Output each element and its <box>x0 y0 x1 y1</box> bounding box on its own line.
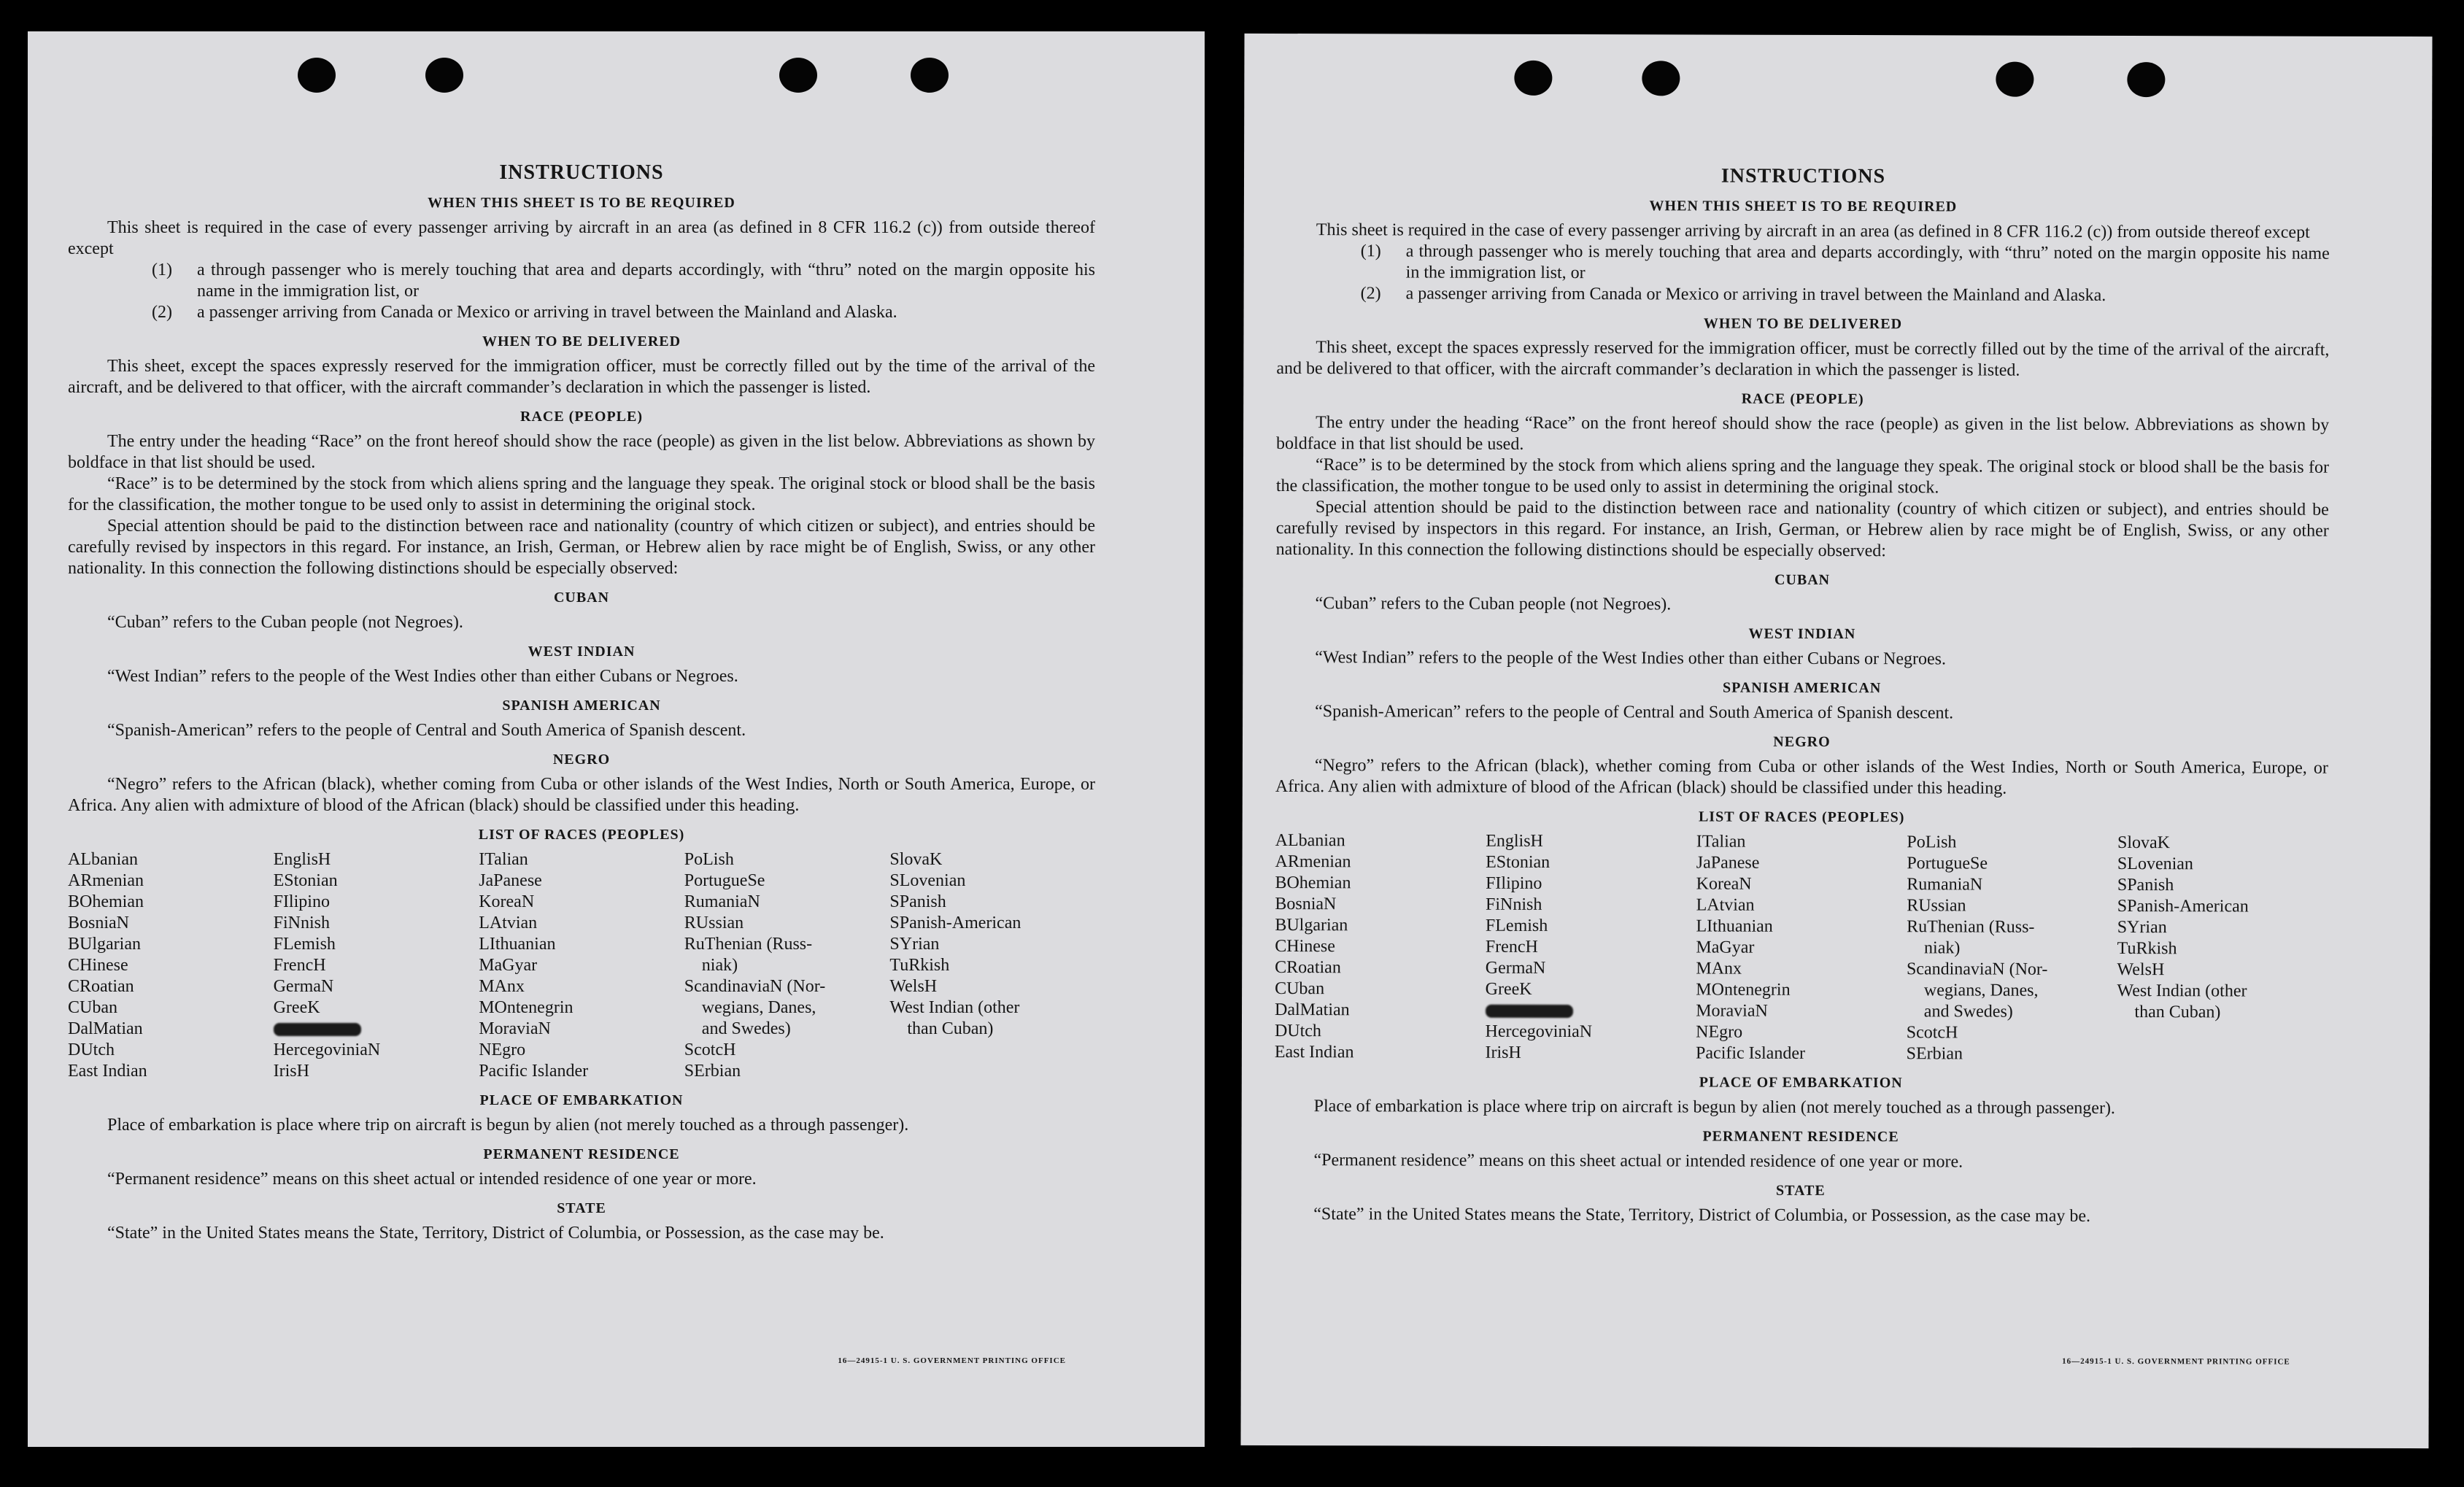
race-list <box>68 849 1095 1082</box>
race-entry: RumaniaN <box>684 892 760 911</box>
punch-hole <box>2127 62 2165 97</box>
smudged-entry <box>1486 1000 1696 1022</box>
race-entry: DUtch <box>1274 1021 1321 1041</box>
section-heading-race-list: LIST OF RACES (PEOPLES) <box>478 827 685 843</box>
embarkation-text: Place of embarkation is place where trip on aircraft is begun by alien (not merely touched as a through passenger). <box>1313 1097 2115 1119</box>
race-entry: MAnx <box>479 977 525 996</box>
race-paragraph-2: “Race” is to be determined by the stock from which aliens spring and the language they speak. The original stock or blood shall be the basis for the classification, the mother tongue to be used only to assist in determining the original stock. <box>1275 455 2330 498</box>
race-entry: CRoatian <box>68 977 134 996</box>
race-entry: JaPanese <box>479 871 542 890</box>
section-heading-spanish-american: SPANISH AMERICAN <box>1722 679 1882 697</box>
section-heading-embarkation: PLACE OF EMBARKATION <box>479 1092 684 1108</box>
race-entry: LIthuanian <box>479 935 556 954</box>
race-entry: CHinese <box>1275 936 1335 957</box>
race-entry: FrencH <box>273 956 326 975</box>
state-text: “State” in the United States means the State, Territory, District of Columbia, or Possession, as the case may be. <box>107 1224 884 1243</box>
race-entry: BUlgarian <box>1275 915 1348 935</box>
race-entry: wegians, Danes, <box>1923 981 2039 1000</box>
race-entry: MOntenegrin <box>1696 980 1791 1000</box>
west-indian-text: “West Indian” refers to the people of the West Indies other than either Cubans or Negroes. <box>1315 648 1947 669</box>
race-entry: FIlipino <box>1486 873 1542 893</box>
printing-office-footer: 16—24915-1 U. S. GOVERNMENT PRINTING OFFICE <box>2062 1356 2290 1367</box>
race-entry: ALbanian <box>1275 830 1345 851</box>
race-entry: RumaniaN <box>1907 875 1983 895</box>
race-entry: SPanish <box>2117 876 2174 895</box>
race-entry: ScotcH <box>1906 1023 1958 1043</box>
race-entry: TuRkish <box>889 956 950 975</box>
page-title: INSTRUCTIONS <box>499 161 664 184</box>
race-column <box>889 849 1095 1082</box>
when-delivered-text: This sheet, except the spaces expressly reserved for the immigration officer, must be correctly filled out by the time of the arrival of the aircraft, and be delivered to that officer, with the aircraft commander’s declaration in which the passenger is listed. <box>1276 338 2330 380</box>
race-entry: LAtvian <box>479 914 538 932</box>
race-column <box>1485 831 1696 1065</box>
section-heading-spanish-american: SPANISH AMERICAN <box>502 698 661 714</box>
race-entry: WelsH <box>2117 960 2165 980</box>
race-entry: ScandinaviaN (Nor- <box>1906 959 2048 979</box>
section-heading-race: RACE (PEOPLE) <box>520 409 643 425</box>
race-paragraph-1: The entry under the heading “Race” on the front hereof should show the race (people) as given in the list below. Abbreviations as shown by boldface in that list should be used. <box>68 432 1095 472</box>
race-entry: East Indian <box>68 1062 147 1081</box>
race-entry: and Swedes) <box>1923 1002 2013 1021</box>
race-entry: DUtch <box>68 1040 115 1059</box>
section-heading-when-required: WHEN THIS SHEET IS TO BE REQUIRED <box>1649 198 1958 215</box>
race-entry: Pacific Islander <box>479 1062 589 1081</box>
race-entry: MAnx <box>1696 959 1742 978</box>
punch-hole <box>425 58 463 93</box>
cuban-text: “Cuban” refers to the Cuban people (not Negroes). <box>1315 594 1672 614</box>
spanish-american-text: “Spanish-American” refers to the people of Central and South America of Spanish descent. <box>1315 702 1954 723</box>
race-entry: EnglisH <box>1486 831 1543 851</box>
race-entry: DalMatian <box>1274 1000 1350 1020</box>
punch-hole <box>1642 61 1680 96</box>
race-paragraph-3: Special attention should be paid to the distinction between race and nationality (country of which citizen or subject), and entries should be carefully revised by inspectors in this regard. For instance, an Irish, German, or Hebrew alien by race might be of English, Swiss, or any other nationality. In this connection the following distinctions should be especially observed: <box>68 517 1095 578</box>
race-entry: SlovaK <box>889 850 943 869</box>
exception-text: a passenger arriving from Canada or Mexico or arriving in travel between the Mainland and Alaska. <box>1405 284 2106 305</box>
race-entry: ScotcH <box>684 1040 736 1059</box>
race-entry: SErbian <box>1906 1044 1963 1064</box>
race-column <box>68 849 274 1082</box>
spanish-american-text: “Spanish-American” refers to the people of Central and South America of Spanish descent. <box>107 721 746 740</box>
race-entry: IrisH <box>1485 1043 1521 1062</box>
race-entry: MaGyar <box>1696 938 1755 957</box>
document-page-right <box>1240 34 2432 1448</box>
race-entry: BUlgarian <box>68 935 141 954</box>
document-page-left <box>28 31 1205 1447</box>
race-entry: FLemish <box>1485 916 1548 935</box>
section-heading-west-indian: WEST INDIAN <box>528 644 636 660</box>
race-entry: PoLish <box>1907 833 1957 852</box>
race-entry: CUban <box>68 998 117 1017</box>
race-entry: ITalian <box>479 850 528 869</box>
race-entry: WelsH <box>889 977 938 996</box>
race-entry: GermaN <box>1485 958 1546 978</box>
race-entry: SLovenian <box>889 871 966 890</box>
section-heading-residence: PERMANENT RESIDENCE <box>1702 1128 1899 1146</box>
printing-office-footer: 16—24915-1 U. S. GOVERNMENT PRINTING OFFICE <box>838 1356 1066 1365</box>
race-entry: DalMatian <box>68 1019 143 1038</box>
race-entry: FLemish <box>273 935 336 954</box>
when-required-intro: This sheet is required in the case of every passenger arriving by aircraft in an area (as defined in 8 CFR 116.2 (c)) from outside thereof except <box>68 218 1095 258</box>
ink-smudge <box>1486 1005 1573 1018</box>
exception-number: (1) <box>1360 242 1381 261</box>
exception-item <box>1361 283 2330 306</box>
race-entry: ALbanian <box>68 850 138 869</box>
race-column <box>1275 830 1486 1064</box>
exception-item <box>1361 241 2330 285</box>
race-entry: FiNnish <box>273 914 330 932</box>
negro-text: “Negro” refers to the African (black), whether coming from Cuba or other islands of the West Indies, North or South America, Europe, or Africa. Any alien with admixture of blood of the African (black) should be classified under this heading. <box>68 775 1095 815</box>
race-entry: LAtvian <box>1696 895 1755 915</box>
race-entry: RuThenian (Russ- <box>1907 917 2035 937</box>
section-heading-state: STATE <box>557 1200 606 1216</box>
west-indian-text: “West Indian” refers to the people of the West Indies other than either Cubans or Negroes. <box>107 667 738 686</box>
race-entry: SlovaK <box>2117 833 2171 853</box>
page-title: INSTRUCTIONS <box>1720 164 1886 188</box>
race-entry: PortugueSe <box>684 871 765 890</box>
race-entry: KoreaN <box>479 892 535 911</box>
race-entry: SPanish-American <box>2117 897 2249 916</box>
race-entry: SYrian <box>889 935 940 954</box>
race-entry: ARmenian <box>68 871 144 890</box>
race-entry: SPanish-American <box>889 914 1021 932</box>
race-entry: BosniaN <box>1275 894 1337 914</box>
section-heading-when-required: WHEN THIS SHEET IS TO BE REQUIRED <box>428 195 735 211</box>
race-entry: East Indian <box>1274 1042 1354 1062</box>
race-entry: RUssian <box>1907 896 1966 916</box>
race-entry: SYrian <box>2117 918 2167 938</box>
section-heading-west-indian: WEST INDIAN <box>1748 625 1856 643</box>
race-entry: RuThenian (Russ- <box>684 935 813 954</box>
residence-text: “Permanent residence” means on this sheet actual or intended residence of one year or more. <box>107 1170 757 1189</box>
exception-item <box>152 302 1095 323</box>
race-entry: MOntenegrin <box>479 998 573 1017</box>
race-entry: MaGyar <box>479 956 538 975</box>
race-entry: EnglisH <box>273 850 331 869</box>
ink-smudge <box>274 1023 361 1036</box>
race-column <box>1907 832 2117 1065</box>
race-entry: NEgro <box>479 1040 526 1059</box>
race-entry: West Indian (other <box>2117 981 2247 1001</box>
race-entry: Pacific Islander <box>1696 1043 1806 1063</box>
race-entry: FrencH <box>1485 937 1538 957</box>
race-entry: JaPanese <box>1696 853 1760 873</box>
when-delivered-text: This sheet, except the spaces expressly reserved for the immigration officer, must be correctly filled out by the time of the arrival of the aircraft, and be delivered to that officer, with the aircraft commander’s declaration in which the passenger is listed. <box>68 357 1095 397</box>
race-entry: than Cuban) <box>2134 1003 2221 1022</box>
race-entry: wegians, Danes, <box>701 998 816 1017</box>
exception-number: (2) <box>1360 284 1381 304</box>
race-entry: PoLish <box>684 850 734 869</box>
negro-text: “Negro” refers to the African (black), whether coming from Cuba or other islands of the West Indies, North or South America, Europe, or Africa. Any alien with admixture of blood of the African (black) should be classified under this heading. <box>1275 756 2328 798</box>
cuban-text: “Cuban” refers to the Cuban people (not Negroes). <box>107 613 463 632</box>
race-entry: GermaN <box>273 977 334 996</box>
exception-item <box>152 260 1095 302</box>
race-entry: LIthuanian <box>1696 916 1773 936</box>
punch-hole <box>1514 61 1552 96</box>
section-heading-when-delivered: WHEN TO BE DELIVERED <box>482 333 681 349</box>
when-required-intro: This sheet is required in the case of every passenger arriving by aircraft in an area (as defined in 8 CFR 116.2 (c)) from outside thereof except <box>1316 220 2310 242</box>
exception-text: a passenger arriving from Canada or Mexico or arriving in travel between the Mainland and Alaska. <box>197 303 897 322</box>
punch-hole <box>298 58 336 93</box>
race-list <box>1275 830 2328 1066</box>
section-heading-cuban: CUBAN <box>1774 571 1831 588</box>
race-entry: FiNnish <box>1485 895 1542 914</box>
section-heading-cuban: CUBAN <box>553 590 610 606</box>
race-entry: IrisH <box>273 1062 309 1081</box>
race-column <box>1696 831 1907 1065</box>
section-heading-race: RACE (PEOPLE) <box>1741 390 1864 408</box>
race-entry: PortugueSe <box>1907 854 1988 873</box>
exception-number: (1) <box>152 260 172 279</box>
race-paragraph-3: Special attention should be paid to the distinction between race and nationality (country of which citizen or subject), and entries should be carefully revised by inspectors in this regard. For instance, an Irish, German, or Hebrew alien by race might be of English, Swiss, or any other nationality. In this connection the following distinctions should be especially observed: <box>1275 498 2329 561</box>
punch-hole <box>911 58 949 93</box>
section-heading-residence: PERMANENT RESIDENCE <box>483 1146 680 1162</box>
race-entry: BOhemian <box>1275 873 1351 893</box>
race-column <box>274 849 479 1082</box>
race-entry: ARmenian <box>1275 851 1351 872</box>
residence-text: “Permanent residence” means on this sheet actual or intended residence of one year or more. <box>1313 1151 1963 1172</box>
race-entry: FIlipino <box>273 892 330 911</box>
race-entry: ScandinaviaN (Nor- <box>684 977 826 996</box>
race-paragraph-2: “Race” is to be determined by the stock from which aliens spring and the language they speak. The original stock or blood shall be the basis for the classification, the mother tongue to be used only to assist in determining the original stock. <box>68 474 1095 514</box>
race-entry: SErbian <box>684 1062 741 1081</box>
exception-number: (2) <box>152 303 172 322</box>
section-heading-race-list: LIST OF RACES (PEOPLES) <box>1698 808 1905 826</box>
section-heading-negro: NEGRO <box>552 752 611 768</box>
race-entry: CUban <box>1275 978 1325 999</box>
race-entry: GreeK <box>273 998 320 1017</box>
race-entry: RUssian <box>684 914 744 932</box>
race-entry: and Swedes) <box>701 1019 791 1038</box>
punch-hole <box>779 58 817 93</box>
race-column <box>2117 833 2328 1066</box>
section-heading-state: STATE <box>1776 1182 1826 1199</box>
race-entry: than Cuban) <box>907 1019 994 1038</box>
race-entry: BosniaN <box>68 914 129 932</box>
race-entry: niak) <box>1924 938 1961 958</box>
exception-text: a through passenger who is merely touching that area and departs accordingly, with “thru” noted on the margin opposite his name in the immigration list, or <box>197 260 1095 301</box>
race-entry: EStonian <box>273 871 338 890</box>
punch-hole <box>1996 62 2034 97</box>
section-heading-when-delivered: WHEN TO BE DELIVERED <box>1703 315 1903 333</box>
race-entry: CRoatian <box>1275 957 1341 978</box>
race-column <box>684 849 890 1082</box>
race-entry: West Indian (other <box>889 998 1020 1017</box>
embarkation-text: Place of embarkation is place where trip on aircraft is begun by alien (not merely touched as a through passenger). <box>107 1116 909 1135</box>
smudged-entry <box>274 1019 479 1040</box>
race-entry: GreeK <box>1485 979 1532 999</box>
race-column <box>479 849 684 1082</box>
race-paragraph-1: The entry under the heading “Race” on the front hereof should show the race (people) as given in the list below. Abbreviations as shown by boldface in that list should be used. <box>1276 413 2330 454</box>
race-entry: CHinese <box>68 956 128 975</box>
state-text: “State” in the United States means the State, Territory, District of Columbia, or Possession, as the case may be. <box>1313 1205 2091 1226</box>
race-entry: SPanish <box>889 892 946 911</box>
race-entry: MoraviaN <box>479 1019 551 1038</box>
race-entry: EStonian <box>1486 852 1550 872</box>
race-entry: HercegoviniaN <box>273 1040 381 1059</box>
race-entry: niak) <box>701 956 738 975</box>
section-heading-negro: NEGRO <box>1773 733 1831 750</box>
race-entry: ITalian <box>1696 832 1746 851</box>
section-heading-embarkation: PLACE OF EMBARKATION <box>1699 1074 1903 1092</box>
race-entry: HercegoviniaN <box>1485 1021 1593 1042</box>
race-entry: SLovenian <box>2117 854 2193 874</box>
race-entry: TuRkish <box>2117 939 2177 959</box>
race-entry: KoreaN <box>1696 874 1752 894</box>
exception-text: a through passenger who is merely touching that area and departs accordingly, with “thru” noted on the margin opposite his name in the immigration list, or <box>1405 242 2330 283</box>
race-entry: MoraviaN <box>1696 1001 1768 1021</box>
race-entry: BOhemian <box>68 892 144 911</box>
race-entry: NEgro <box>1696 1022 1743 1042</box>
